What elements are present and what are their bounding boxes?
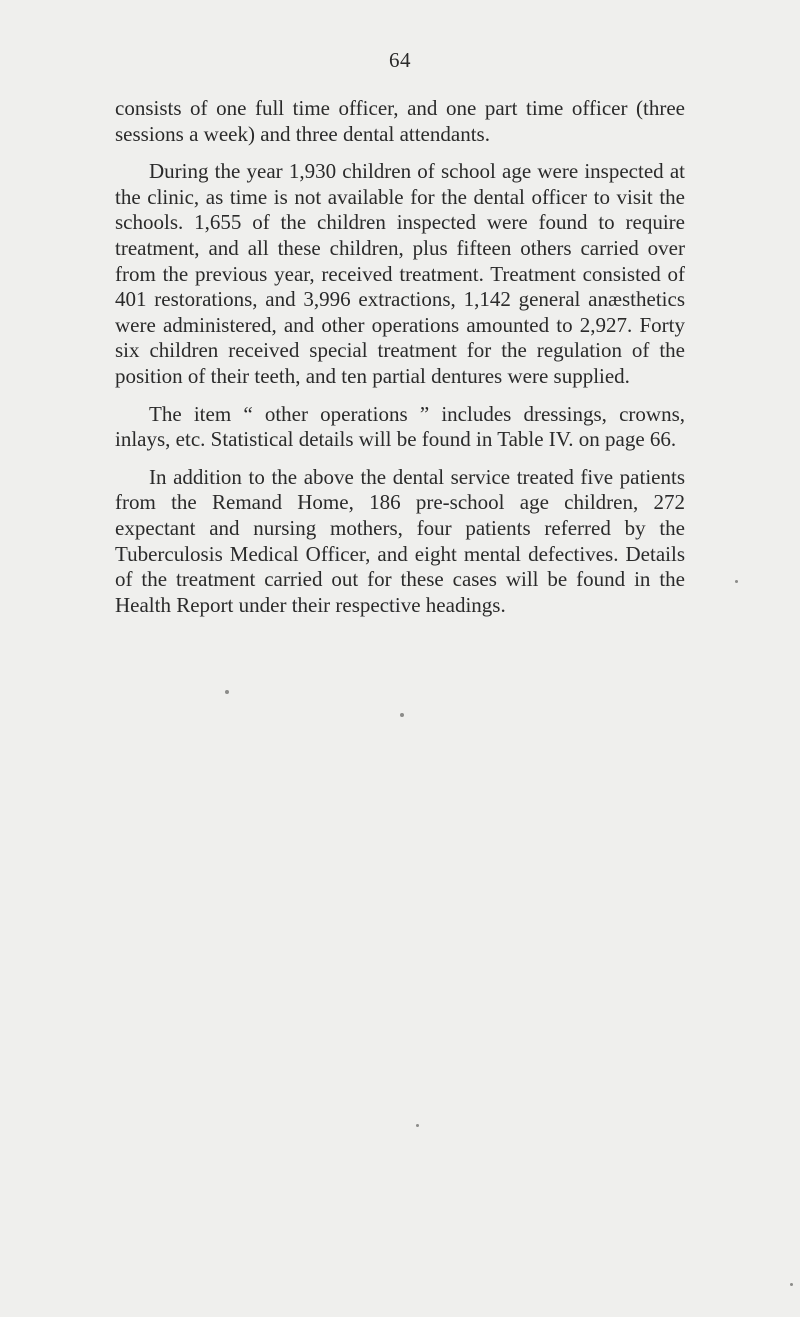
paragraph-staffing: consists of one full time officer, and one part time officer (three sessions a week) and three dental attendants. bbox=[115, 96, 685, 146]
scan-speck bbox=[735, 580, 738, 583]
scan-speck bbox=[225, 690, 229, 694]
scan-speck bbox=[790, 1283, 793, 1286]
body-text bbox=[115, 96, 685, 630]
scan-speck bbox=[416, 1124, 419, 1127]
page-number: 64 bbox=[389, 48, 411, 72]
paragraph-additional-patients: In addition to the above the dental service treated five patients from the Remand Home, 186 pre-school age children, 272 expectant and nursing mothers, four patients referred by the Tuberculosis Medical Officer, and eight mental defectives. Details of the treatment carried out for these cases will be found in the Health Report under their respective headings. bbox=[115, 464, 685, 617]
scan-speck bbox=[400, 713, 404, 717]
paragraph-other-operations: The item “ other operations ” includes dressings, crowns, inlays, etc. Statistical details will be found in Table IV. on page 66. bbox=[115, 401, 685, 452]
paragraph-school-inspections: During the year 1,930 children of school age were inspected at the clinic, as time is not available for the dental officer to visit the schools. 1,655 of the children inspected were found to require treatment, and all these children, plus fifteen others carried over from the previous year, received treatment. Treatment consisted of 401 restorations, and 3,996 extractions, 1,142 general anæsthetics were administered, and other operations amounted to 2,927. Forty six children received special treatment for the regulation of the position of their teeth, and ten partial dentures were supplied. bbox=[115, 159, 685, 388]
